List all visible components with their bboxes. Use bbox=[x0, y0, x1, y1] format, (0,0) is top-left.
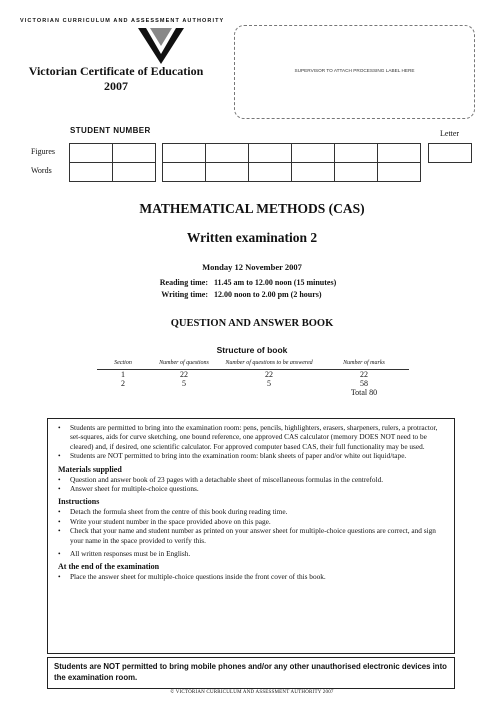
authority-header: VICTORIAN CURRICULUM AND ASSESSMENT AUTHORITY bbox=[20, 18, 225, 24]
copyright-footer: © VICTORIAN CURRICULUM AND ASSESSMENT AUTHORITY 2007 bbox=[170, 690, 334, 695]
table-cell: 1 bbox=[121, 370, 125, 379]
subject-title: MATHEMATICAL METHODS (CAS) bbox=[139, 201, 365, 216]
vcaa-logo-icon bbox=[138, 24, 184, 64]
structure-title: Structure of book bbox=[216, 345, 288, 355]
figures-cell[interactable] bbox=[248, 143, 292, 163]
figures-cell[interactable] bbox=[112, 143, 156, 163]
list-item: • All written responses must be in English. bbox=[58, 549, 448, 558]
structure-header-row bbox=[97, 360, 409, 370]
list-item: • Students are permitted to bring into the examination room: pens, pencils, highlighters, erasers, sharpeners, rulers, a protractor, set-squares, aids for curve sketching, one bound reference, one approved CAS calculator (memory DOES NOT need to be cleared) and, if desired, one scientific calculator. For approved computer based CAS, their full functionality may be used. bbox=[58, 423, 448, 451]
words-cell[interactable] bbox=[248, 162, 292, 182]
certificate-title: Victorian Certificate of Education 2007 bbox=[28, 64, 204, 93]
letter-label: Letter bbox=[440, 129, 460, 138]
list-item: • Students are NOT permitted to bring into the examination room: blank sheets of paper and/or white out liquid/tape. bbox=[58, 451, 448, 460]
words-cell[interactable] bbox=[69, 162, 113, 182]
writing-time-value: 12.00 noon to 2.00 pm (2 hours) bbox=[214, 290, 322, 299]
figures-cell[interactable] bbox=[69, 143, 113, 163]
table-cell: 2 bbox=[121, 379, 125, 388]
list-item: • Place the answer sheet for multiple-choice questions inside the front cover of this book. bbox=[58, 572, 448, 581]
col-answered: Number of questions to be answered bbox=[219, 360, 319, 370]
structure-table bbox=[97, 360, 409, 397]
table-cell: 22 bbox=[265, 370, 273, 379]
processing-label-text: SUPERVISOR TO ATTACH PROCESSING LABEL HERE bbox=[294, 68, 415, 73]
table-row bbox=[97, 379, 409, 388]
list-item: • Write your student number in the space provided above on this page. bbox=[58, 517, 448, 526]
figures-cell[interactable] bbox=[377, 143, 421, 163]
table-cell: 22 bbox=[180, 370, 188, 379]
list-item: • Check that your name and student number as printed on your answer sheet for multiple-choice questions are correct, and sign your name in the space provided to verify this. bbox=[58, 526, 448, 545]
table-cell: 5 bbox=[182, 379, 186, 388]
col-questions: Number of questions bbox=[149, 360, 219, 370]
table-cell: 5 bbox=[267, 379, 271, 388]
words-cell[interactable] bbox=[112, 162, 156, 182]
figures-cell[interactable] bbox=[291, 143, 335, 163]
end-heading: At the end of the examination bbox=[58, 562, 160, 572]
figures-cell[interactable] bbox=[334, 143, 378, 163]
figures-cell[interactable] bbox=[205, 143, 249, 163]
table-cell: 22 bbox=[360, 370, 368, 379]
figures-cell[interactable] bbox=[162, 143, 206, 163]
list-item: • Answer sheet for multiple-choice questions. bbox=[58, 484, 448, 493]
materials-heading: Materials supplied bbox=[58, 464, 122, 474]
letter-cell[interactable] bbox=[428, 143, 472, 163]
col-marks: Number of marks bbox=[319, 360, 409, 370]
instructions-heading: Instructions bbox=[58, 497, 100, 507]
words-cell[interactable] bbox=[377, 162, 421, 182]
student-number-label: STUDENT NUMBER bbox=[70, 126, 151, 135]
total-row bbox=[97, 388, 409, 397]
words-label: Words bbox=[31, 166, 52, 175]
reading-time-value: 11.45 am to 12.00 noon (15 minutes) bbox=[214, 278, 337, 287]
reading-time-label: Reading time: bbox=[159, 278, 208, 287]
book-title: QUESTION AND ANSWER BOOK bbox=[170, 318, 334, 329]
words-cell[interactable] bbox=[162, 162, 206, 182]
words-cell[interactable] bbox=[334, 162, 378, 182]
figures-label: Figures bbox=[31, 147, 55, 156]
paper-title: Written examination 2 bbox=[186, 230, 318, 245]
words-cell[interactable] bbox=[205, 162, 249, 182]
writing-time-label: Writing time: bbox=[161, 290, 208, 299]
mobile-phone-notice: Students are NOT permitted to bring mobile phones and/or any other unauthorised electronic devices into the examination room. bbox=[47, 657, 455, 689]
list-item: • Detach the formula sheet from the centre of this book during reading time. bbox=[58, 507, 448, 516]
words-cell[interactable] bbox=[291, 162, 335, 182]
table-cell: 58 bbox=[360, 379, 368, 388]
table-row bbox=[97, 370, 409, 380]
instructions-box bbox=[47, 418, 455, 654]
exam-date: Monday 12 November 2007 bbox=[202, 262, 302, 272]
list-item: • Question and answer book of 23 pages with a detachable sheet of miscellaneous formulas in the centrefold. bbox=[58, 475, 448, 484]
total-marks: Total 80 bbox=[350, 388, 378, 397]
col-section: Section bbox=[97, 360, 149, 370]
